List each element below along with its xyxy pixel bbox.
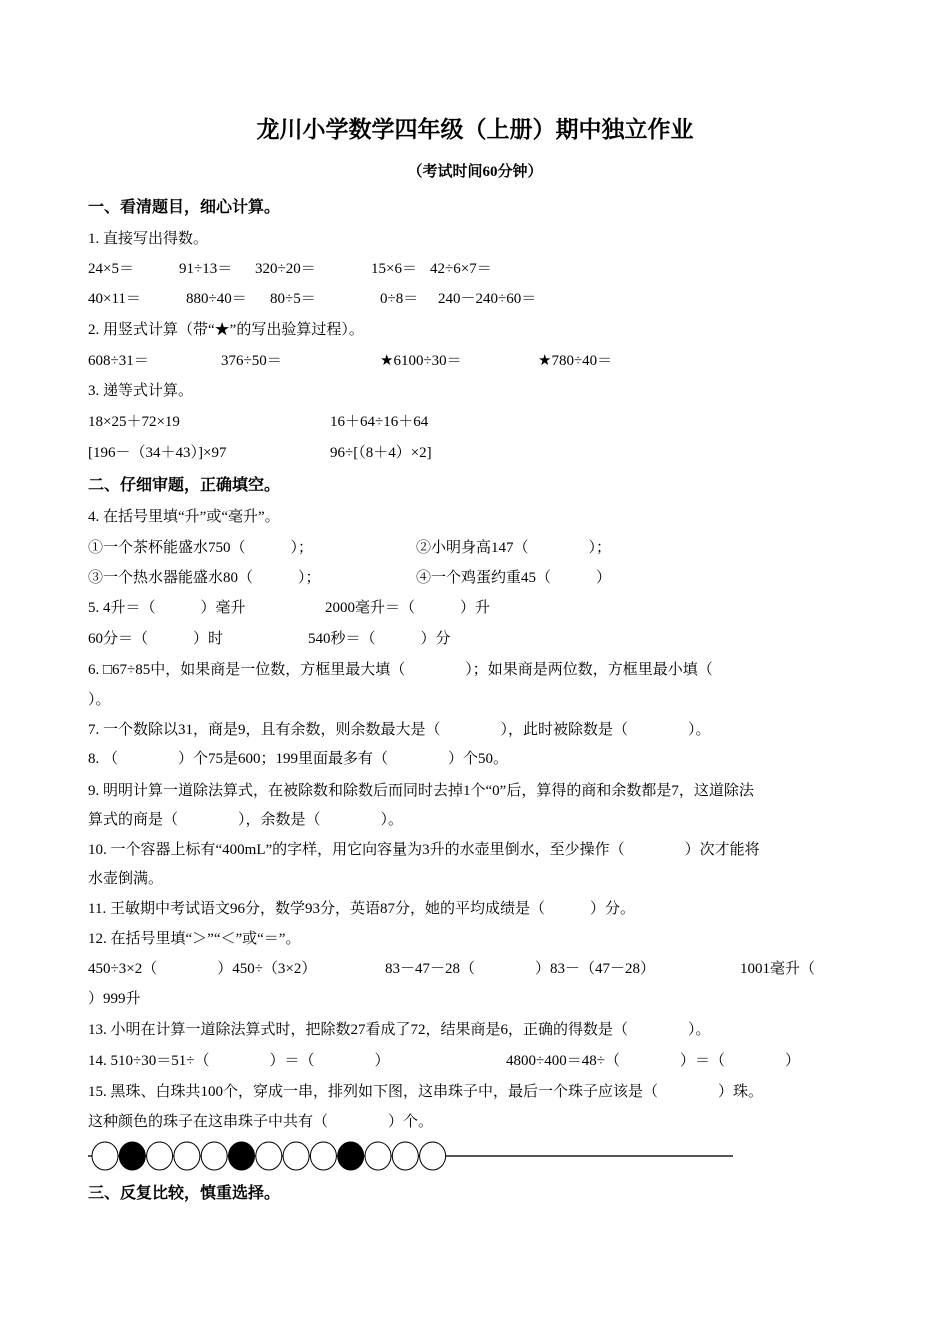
subtitle: （考试时间60分钟） [407,164,543,180]
white-bead [174,1142,200,1170]
q11: 11. 王敏期中考试语文96分，数学93分，英语87分，她的平均成绩是（ ）分。 [88,901,635,917]
item: 1001毫升（ [740,961,816,977]
white-bead [392,1142,418,1170]
q2-row [88,351,620,371]
q3: 3. 递等式计算。 [88,383,194,399]
expr: 608÷31＝ [88,353,149,369]
expr: 80÷5＝ [270,291,316,307]
expr: 15×6＝ [371,261,417,277]
expr: 18×25＋72×19 [88,414,180,430]
item: 4800÷400＝48÷（ ）＝（ ） [506,1053,800,1069]
white-bead [256,1142,282,1170]
white-bead [201,1142,227,1170]
item: ④一个鸡蛋约重45（ ） [416,570,612,586]
q1-row2 [88,289,544,309]
bead-string-figure [88,1140,748,1176]
white-bead [420,1142,446,1170]
item: 60分＝（ ）时 [88,631,224,647]
q6: 6. □67÷85中，如果商是一位数，方框里最大填（ ）；如果商是两位数，方框里最小填（ [88,662,713,678]
black-bead [119,1142,145,1170]
q5-row1 [88,598,498,618]
expr: 24×5＝ [88,261,134,277]
q9-cont: 算式的商是（ ），余数是（ ）。 [88,812,404,828]
black-bead [229,1142,255,1170]
item: 14. 510÷30＝51÷（ ）＝（ ） [88,1053,390,1069]
q9: 9. 明明计算一道除法算式，在被除数和除数后而同时去掉1个“0”后，算得的商和余数都是7，这道除法 [88,783,754,799]
q3-row1 [88,412,436,432]
q5-row2 [88,629,459,649]
q12-cont: ）999升 [88,991,141,1007]
q2: 2. 用竖式计算（带“★”的写出验算过程）。 [88,322,364,338]
q15: 15. 黑珠、白珠共100个，穿成一串，排列如下图，这串珠子中，最后一个珠子应该是（ ）珠。 [88,1084,764,1100]
item: ①一个茶杯能盛水750（ ）； [88,540,314,556]
item: ②小明身高147（ ）； [416,540,612,556]
q10-cont: 水壶倒满。 [88,871,164,887]
expr: ★6100÷30＝ [380,353,462,369]
q12: 12. 在括号里填“＞”“＜”或“＝”。 [88,931,301,947]
expr: 42÷6×7＝ [430,261,492,277]
item: 83－47－28（ ）83－（47－28） [385,961,656,977]
expr: 16＋64÷16＋64 [330,414,429,430]
expr: 91÷13＝ [179,261,233,277]
page-title: 龙川小学数学四年级（上册）期中独立作业 [256,117,694,142]
expr: 880÷40＝ [186,291,247,307]
q4: 4. 在括号里填“升”或“毫升”。 [88,509,280,525]
item: 2000毫升＝（ ）升 [325,600,491,616]
item: 450÷3×2（ ）450÷（3×2） [88,961,317,977]
q14-row [88,1051,808,1071]
expr: [196－（34＋43）]×97 [88,445,227,461]
expr: 96÷[（8＋4）×2] [330,445,432,461]
q10: 10. 一个容器上标有“400mL”的字样，用它向容量为3升的水壶里倒水，至少操作（ ）次才能将 [88,842,760,858]
white-bead [92,1142,118,1170]
white-bead [147,1142,173,1170]
q7: 7. 一个数除以31，商是9，且有余数，则余数最大是（ ），此时被除数是（ ）。 [88,722,711,738]
q15-cont: 这种颜色的珠子在这串珠子中共有（ ）个。 [88,1114,434,1130]
q12-row [88,959,823,979]
q4-row2 [88,568,619,588]
item: 540秒＝（ ）分 [308,631,451,647]
section-1-heading: 一、看清题目，细心计算。 [88,199,281,216]
white-bead [283,1142,309,1170]
q1-row1 [88,259,500,279]
q8: 8. （ ）个75是600；199里面最多有（ ）个50。 [88,751,509,767]
section-3-heading: 三、反复比较，慎重选择。 [88,1185,281,1202]
section-2-heading: 二、仔细审题，正确填空。 [88,477,281,494]
q6-cont: ）。 [88,692,111,708]
expr: 0÷8＝ [380,291,419,307]
expr: ★780÷40＝ [538,353,613,369]
expr: 320÷20＝ [255,261,316,277]
item: 5. 4升＝（ ）毫升 [88,600,246,616]
expr: 40×11＝ [88,291,141,307]
expr: 240－240÷60＝ [438,291,537,307]
expr: 376÷50＝ [221,353,282,369]
q13: 13. 小明在计算一道除法算式时，把除数27看成了72，结果商是6，正确的得数是（ ）。 [88,1022,711,1038]
item: ③一个热水器能盛水80（ ）； [88,570,321,586]
white-bead [310,1142,336,1170]
q3-row2 [88,443,440,463]
q1: 1. 直接写出得数。 [88,231,209,247]
black-bead [338,1142,364,1170]
white-bead [365,1142,391,1170]
q4-row1 [88,538,619,558]
